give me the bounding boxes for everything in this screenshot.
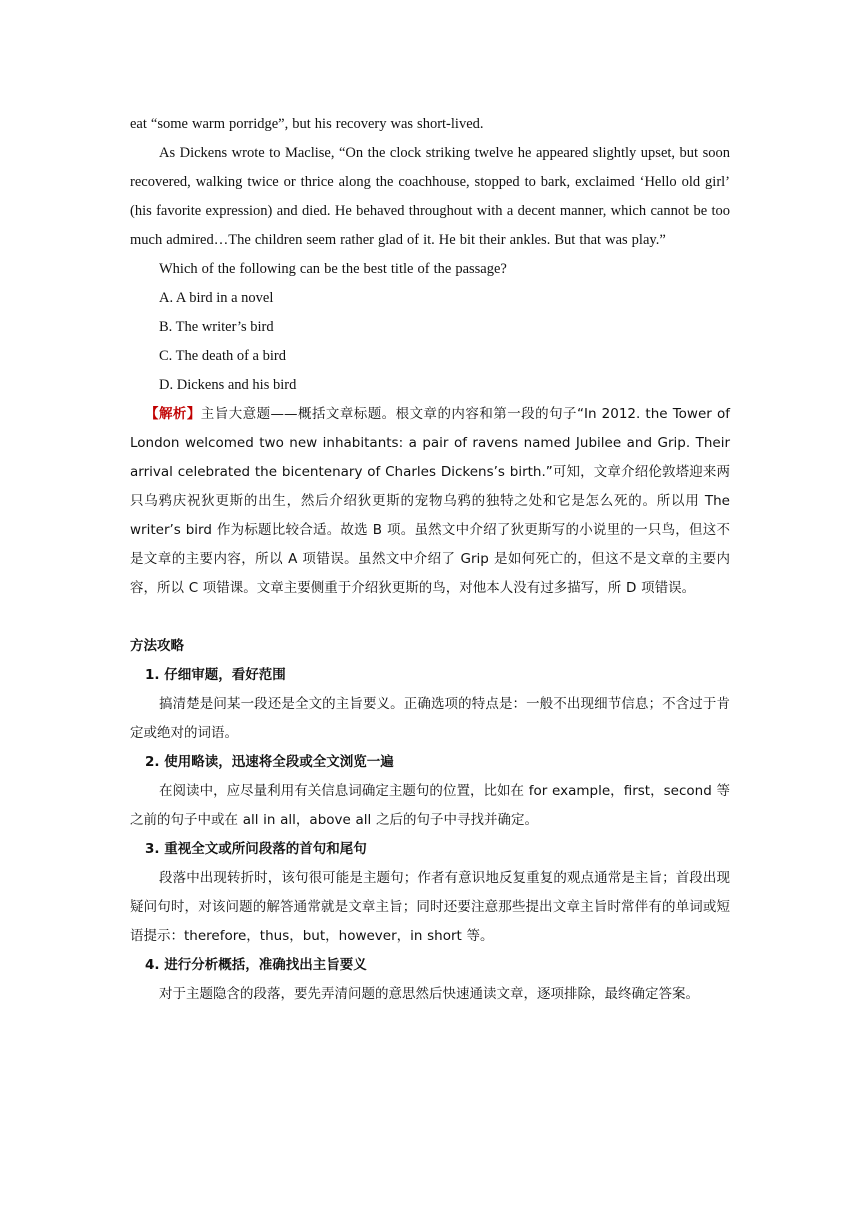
option-d: D. Dickens and his bird — [159, 377, 297, 393]
analysis-body: 主旨大意题——概括文章标题。根文章的内容和第一段的句子“In 2012. the Tower of London welcomed two new inhabitants: a pair of ravens named Jubilee and Grip. Their arrival celebrated the bicentenary of Charles Dickens’s birth.”可知，文章介绍伦敦塔迎来两只乌鸦庆祝狄更斯的出生，然后介绍狄更斯的宠物乌鸦的独特之处和它是怎么死的。所以用 The writer’s bird 作为标题比较合适。故选 B 项。虽然文中介绍了狄更斯写的小说里的一只鸟，但这不是文章的主要内容，所以 A 项错误。虽然文中介绍了 Grip 是如何死亡的，但这不是文章的主要内容，所以 C 项错课。文章主要侧重于介绍狄更斯的鸟，对他本人没有过多描写，所 D 项错误。 — [130, 406, 730, 596]
option-b: B. The writer’s bird — [159, 319, 274, 335]
option-a: A. A bird in a novel — [159, 290, 274, 306]
method-step-1 — [130, 661, 730, 748]
analysis-paragraph — [130, 400, 730, 603]
method-step-text: 在阅读中，应尽量利用有关信息词确定主题句的位置，比如在 for example，first，second 等之前的句子中或在 all in all，above all 之后的句子中寻找并确定。 — [130, 783, 730, 828]
question-stem: Which of the following can be the best title of the passage? — [159, 261, 507, 277]
methods-title: 方法攻略 — [130, 638, 184, 654]
method-step-4 — [130, 951, 730, 1009]
method-step-heading: 1. 仔细审题，看好范围 — [145, 667, 286, 683]
passage-paragraph-2: As Dickens wrote to Maclise, “On the clock striking twelve he appeared slightly upset, but soon recovered, walking twice or thrice along the coachhouse, stopped to bark, exclaimed ‘Hello old girl’ (his favorite expression) and died. He behaved throughout with a decent manner, which cannot be too much admired…The children seem rather glad of it. He bit their ankles. But that was play.” — [130, 145, 730, 248]
passage-paragraph-1: eat “some warm porridge”, but his recovery was short-lived. — [130, 116, 484, 132]
method-step-2 — [130, 748, 730, 835]
analysis-tag: 【解析】 — [145, 406, 201, 422]
method-step-heading: 3. 重视全文或所问段落的首句和尾句 — [145, 841, 367, 857]
method-step-heading: 4. 进行分析概括，准确找出主旨要义 — [145, 957, 367, 973]
method-step-text: 搞清楚是问某一段还是全文的主旨要义。正确选项的特点是：一般不出现细节信息；不含过于肯定或绝对的词语。 — [130, 696, 730, 741]
question-options — [130, 284, 730, 400]
method-step-3 — [130, 835, 730, 951]
document-page — [130, 110, 730, 1009]
method-step-text: 对于主题隐含的段落，要先弄清问题的意思然后快速通读文章，逐项排除，最终确定答案。 — [159, 986, 699, 1002]
method-step-heading: 2. 使用略读，迅速将全段或全文浏览一遍 — [145, 754, 394, 770]
option-c: C. The death of a bird — [159, 348, 286, 364]
method-step-text: 段落中出现转折时，该句很可能是主题句；作者有意识地反复重复的观点通常是主旨；首段出现疑问句时，对该问题的解答通常就是文章主旨；同时还要注意那些提出文章主旨时常伴有的单词或短语提示：therefore，thus，but，however，in short 等。 — [130, 870, 730, 944]
